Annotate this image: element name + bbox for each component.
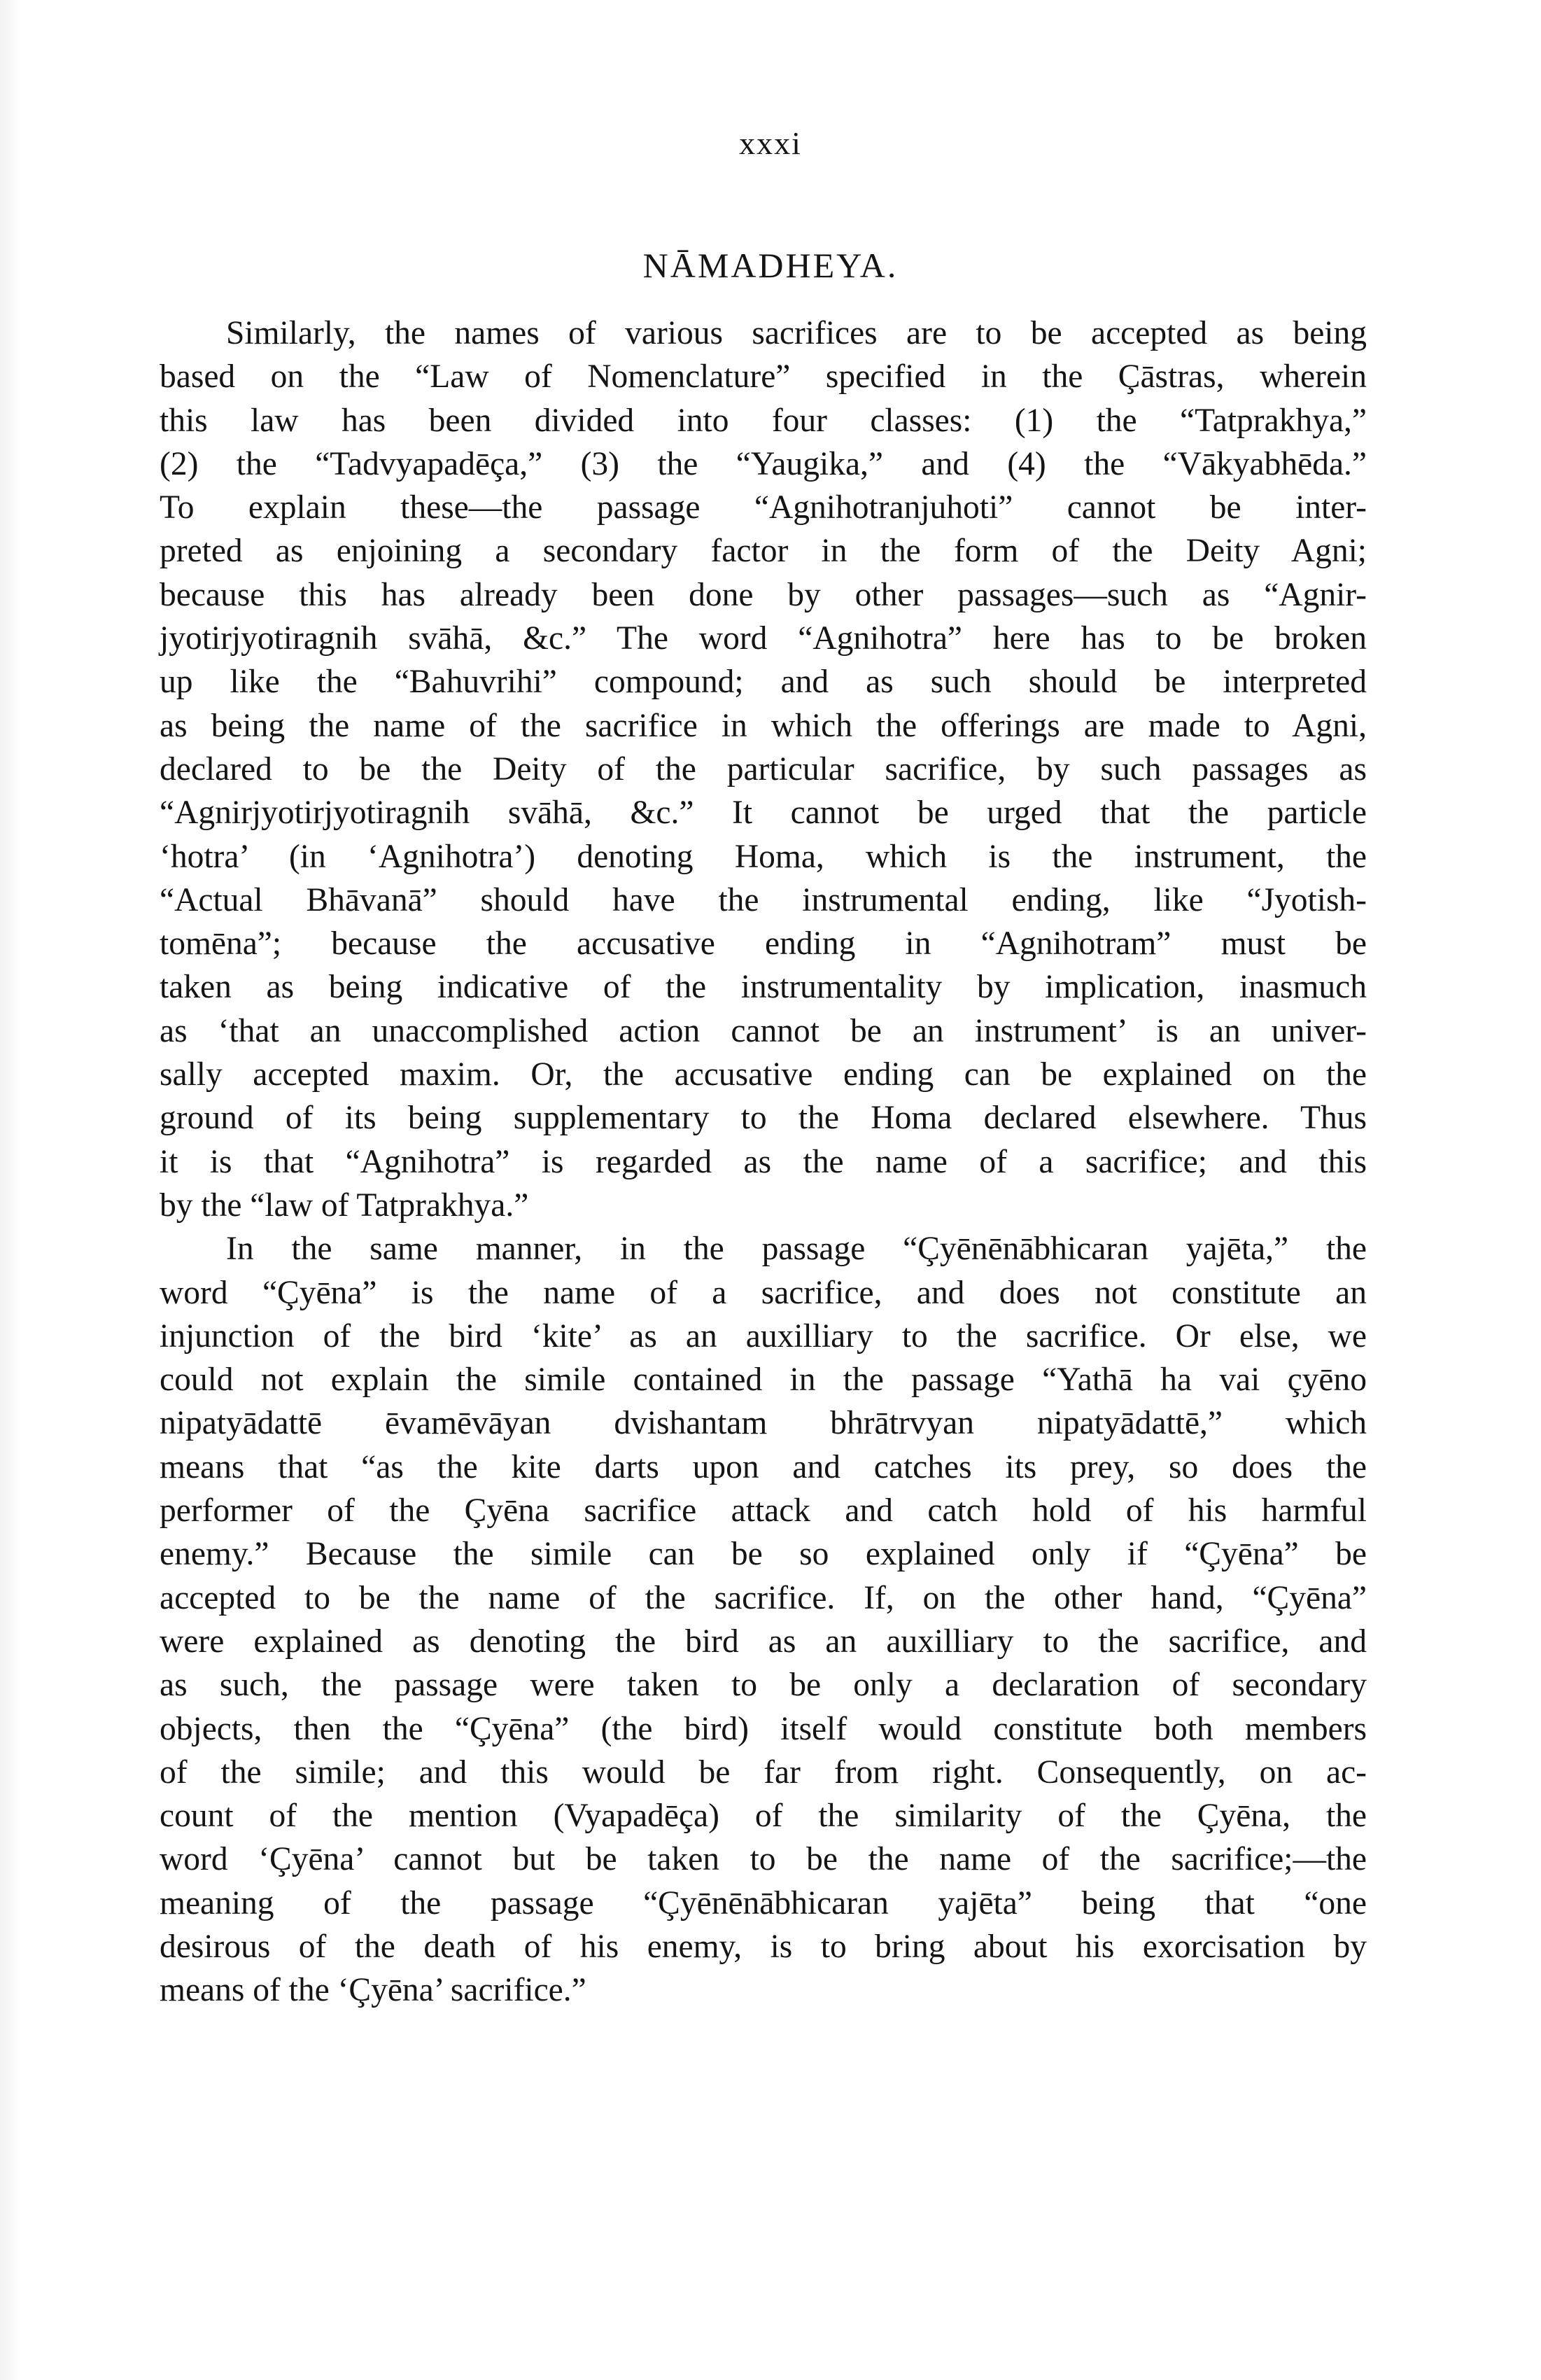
text-line: desirous of the death of his enemy, is to bring about his exorcisation by xyxy=(160,1928,1367,1965)
text-line: means that “as the kite darts upon and catches its prey, so does the xyxy=(160,1448,1367,1485)
text-line: could not explain the simile contained in the passage “Yathā ha vai çyēno xyxy=(160,1362,1367,1399)
text-line: as being the name of the sacrifice in which the offerings are made to Agni, xyxy=(160,707,1367,744)
text-line: means of the ‘Çyēna’ sacrifice.” xyxy=(160,1972,586,2009)
text-line: up like the “Bahuvrihi” compound; and as such should be interpreted xyxy=(160,664,1367,701)
text-line: by the “law of Tatprakhya.” xyxy=(160,1186,529,1224)
text-line: as such, the passage were taken to be only a declaration of secondary xyxy=(160,1667,1367,1704)
text-line: as ‘that an unaccomplished action cannot be an instrument’ is an univer- xyxy=(160,1012,1367,1049)
text-line: enemy.” Because the simile can be so explained only if “Çyēna” be xyxy=(160,1536,1367,1573)
text-line: meaning of the passage “Çyēnēnābhicaran yajēta” being that “one xyxy=(160,1884,1367,1921)
text-line: word “Çyēna” is the name of a sacrifice, and does not constitute an xyxy=(160,1274,1367,1311)
text-line: nipatyādattē ēvamēvāyan dvishantam bhrātrvyan nipatyādattē,” which xyxy=(160,1405,1367,1442)
section-title: NĀMADHEYA. xyxy=(642,246,899,285)
text-line: word ‘Çyēna’ cannot but be taken to be the name of the sacrifice;—the xyxy=(160,1841,1367,1878)
text-line: jyotirjyotiragnih svāhā, &c.” The word “Agnihotra” here has to be broken xyxy=(160,620,1367,657)
body-text xyxy=(160,312,1367,2012)
text-line: “Actual Bhāvanā” should have the instrumental ending, like “Jyotish- xyxy=(160,881,1367,918)
text-line: accepted to be the name of the sacrifice. If, on the other hand, “Çyēna” xyxy=(160,1579,1367,1616)
text-line: of the simile; and this would be far from right. Consequently, on ac- xyxy=(160,1754,1367,1791)
text-line: preted as enjoining a secondary factor in the form of the Deity Agni; xyxy=(160,533,1367,570)
text-line: To explain these—the passage “Agnihotranjuhoti” cannot be inter- xyxy=(160,489,1367,526)
page-number: xxxi xyxy=(739,125,802,161)
text-line: sally accepted maxim. Or, the accusative ending can be explained on the xyxy=(160,1056,1367,1093)
scan-edge-shadow xyxy=(0,0,21,2380)
text-line: “Agnirjyotirjyotiragnih svāhā, &c.” It cannot be urged that the particle xyxy=(160,794,1367,832)
text-line: ground of its being supplementary to the Homa declared elsewhere. Thus xyxy=(160,1100,1367,1137)
text-line: were explained as denoting the bird as an auxilliary to the sacrifice, and xyxy=(160,1623,1367,1660)
text-line: based on the “Law of Nomenclature” specified in the Çāstras, wherein xyxy=(160,358,1367,396)
text-line: injunction of the bird ‘kite’ as an auxilliary to the sacrifice. Or else, we xyxy=(160,1317,1367,1354)
text-line: this law has been divided into four classes: (1) the “Tatprakhya,” xyxy=(160,402,1367,439)
text-line: it is that “Agnihotra” is regarded as the name of a sacrifice; and this xyxy=(160,1143,1367,1180)
text-line: taken as being indicative of the instrumentality by implication, inasmuch xyxy=(160,969,1367,1006)
text-line: tomēna”; because the accusative ending in “Agnihotram” must be xyxy=(160,925,1367,962)
text-line: count of the mention (Vyapadēça) of the similarity of the Çyēna, the xyxy=(160,1798,1367,1835)
text-line: declared to be the Deity of the particular sacrifice, by such passages as xyxy=(160,750,1367,788)
text-line: Similarly, the names of various sacrifices are to be accepted as being xyxy=(226,315,1367,351)
text-line: because this has already been done by other passages—such as “Agnir- xyxy=(160,576,1367,613)
text-line: objects, then the “Çyēna” (the bird) itself would constitute both members xyxy=(160,1710,1367,1747)
text-line: ‘hotra’ (in ‘Agnihotra’) denoting Homa, which is the instrument, the xyxy=(160,838,1367,875)
text-line: performer of the Çyēna sacrifice attack and catch hold of his harmful xyxy=(160,1492,1367,1530)
text-line: (2) the “Tadvyapadēça,” (3) the “Yaugika,” and (4) the “Vākyabhēda.” xyxy=(160,445,1367,482)
text-line: In the same manner, in the passage “Çyēnēnābhicaran yajēta,” the xyxy=(226,1231,1367,1268)
